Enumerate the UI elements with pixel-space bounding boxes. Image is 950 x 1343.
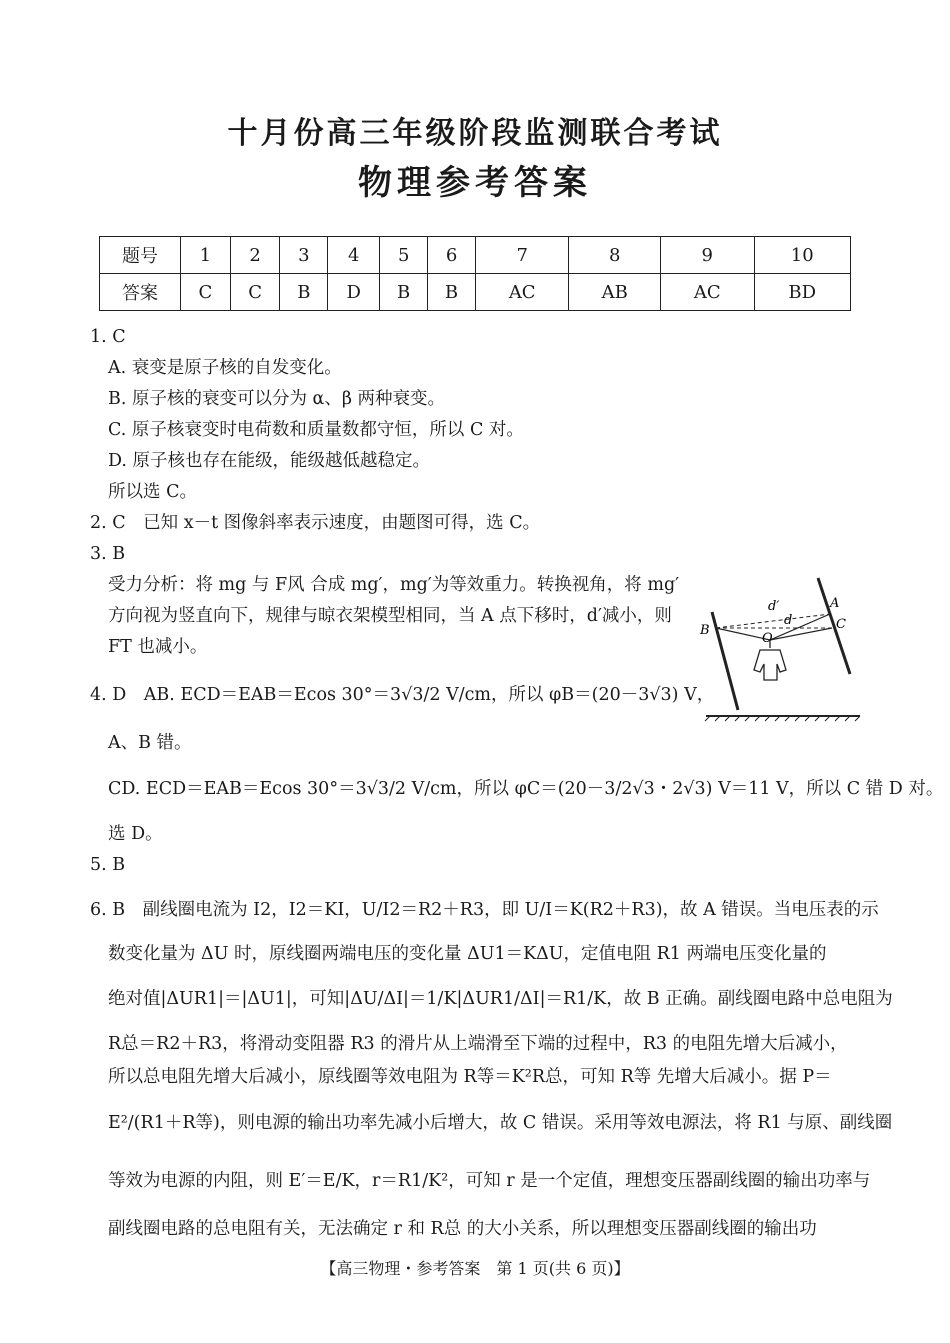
label-b: B bbox=[700, 623, 710, 638]
question-number-cell: 3 bbox=[280, 237, 328, 274]
label-a: A bbox=[830, 596, 840, 611]
text-line: 3. B bbox=[90, 544, 126, 564]
text-line: 1. C bbox=[90, 327, 126, 347]
text-line: 4. D AB. ECD＝EAB＝Ecos 30°＝3√3/2 V/cm，所以 φB＝(20－3√3) V， bbox=[90, 685, 715, 705]
answer-cell: C bbox=[181, 274, 231, 311]
question-number-cell: 8 bbox=[569, 237, 661, 274]
text-line: 受力分析：将 mg 与 F风 合成 mg′，mg′为等效重力。转换视角，将 mg′ bbox=[108, 575, 680, 595]
text-line: 5. B bbox=[90, 855, 126, 875]
shirt-icon bbox=[754, 640, 786, 680]
text-line: 6. B 副线圈电流为 I2，I2＝KI，U/I2＝R2＋R3，即 U/I＝K(R2＋R3)，故 A 错误。当电压表的示 bbox=[90, 900, 879, 920]
text-line: 方向视为竖直向下，规律与晾衣架模型相同，当 A 点下移时，d′减小，则 bbox=[108, 606, 672, 626]
answer-cell: C bbox=[230, 274, 280, 311]
text-line: 数变化量为 ΔU 时，原线圈两端电压的变化量 ΔU1＝KΔU，定值电阻 R1 两端电压变化量的 bbox=[108, 944, 827, 964]
question-number-cell: 7 bbox=[475, 237, 568, 274]
page-subtitle: 物理参考答案 bbox=[358, 163, 592, 203]
answer-cell: B bbox=[428, 274, 476, 311]
answer-cell: B bbox=[280, 274, 328, 311]
page-title: 十月份高三年级阶段监测联合考试 bbox=[227, 116, 723, 151]
text-line: A、B 错。 bbox=[108, 733, 192, 753]
question-number-cell: 1 bbox=[181, 237, 231, 274]
table-header-cell: 答案 bbox=[100, 274, 181, 311]
label-d: d bbox=[784, 613, 793, 628]
answer-cell: AB bbox=[569, 274, 661, 311]
text-line: B. 原子核的衰变可以分为 α、β 两种衰变。 bbox=[108, 389, 446, 409]
text-line: 副线圈电路的总电阻有关，无法确定 r 和 R总 的大小关系，所以理想变压器副线圈的输出功 bbox=[108, 1219, 817, 1239]
table-header-cell: 题号 bbox=[100, 237, 181, 274]
text-line: E²/(R1＋R等)，则电源的输出功率先减小后增大，故 C 错误。采用等效电源法，将 R1 与原、副线圈 bbox=[108, 1113, 893, 1133]
text-line: 等效为电源的内阻，则 E′＝E/K，r＝R1/K²，可知 r 是一个定值，理想变压器副线圈的输出功率与 bbox=[108, 1171, 871, 1191]
question-number-cell: 2 bbox=[230, 237, 280, 274]
table-row-answers bbox=[100, 274, 851, 311]
text-line: 选 D。 bbox=[108, 824, 163, 844]
question-number-cell: 4 bbox=[328, 237, 380, 274]
text-line: CD. ECD＝EAB＝Ecos 30°＝3√3/2 V/cm，所以 φC＝(20－3/2√3・2√3) V＝11 V，所以 C 错 D 对。 bbox=[108, 779, 944, 799]
text-line: 所以选 C。 bbox=[108, 482, 197, 502]
question-number-cell: 6 bbox=[428, 237, 476, 274]
answer-cell: B bbox=[380, 274, 428, 311]
answer-cell: D bbox=[328, 274, 380, 311]
table-row-numbers bbox=[100, 237, 851, 274]
label-o: O bbox=[762, 631, 773, 646]
question-number-cell: 10 bbox=[754, 237, 851, 274]
clothesline-figure bbox=[698, 570, 868, 722]
answer-cell: BD bbox=[754, 274, 851, 311]
text-line: R总＝R2＋R3，将滑动变阻器 R3 的滑片从上端滑至下端的过程中，R3 的电阻先增大后减小， bbox=[108, 1034, 848, 1054]
text-line: 2. C 已知 x－t 图像斜率表示速度，由题图可得，选 C。 bbox=[90, 513, 541, 533]
answer-cell: AC bbox=[475, 274, 568, 311]
text-line: 绝对值|ΔUR1|＝|ΔU1|，可知|ΔU/ΔI|＝1/K|ΔUR1/ΔI|＝R1/K，故 B 正确。副线圈电路中总电阻为 bbox=[108, 989, 893, 1009]
question-number-cell: 9 bbox=[661, 237, 754, 274]
label-d-prime: d′ bbox=[768, 599, 780, 614]
answer-table bbox=[99, 236, 851, 311]
text-line: D. 原子核也存在能级，能级越低越稳定。 bbox=[108, 451, 431, 471]
question-number-cell: 5 bbox=[380, 237, 428, 274]
text-line: FT 也减小。 bbox=[108, 637, 208, 657]
label-c: C bbox=[836, 617, 846, 632]
text-line: C. 原子核衰变时电荷数和质量数都守恒，所以 C 对。 bbox=[108, 420, 524, 440]
rope-right-c bbox=[770, 628, 832, 640]
page-footer: 【高三物理・参考答案 第 1 页(共 6 页)】 bbox=[320, 1259, 630, 1278]
text-line: A. 衰变是原子核的自发变化。 bbox=[108, 358, 342, 378]
text-line: 所以总电阻先增大后减小，原线圈等效电阻为 R等＝K²R总，可知 R等 先增大后减小。据 P＝ bbox=[108, 1067, 832, 1087]
answer-cell: AC bbox=[661, 274, 754, 311]
